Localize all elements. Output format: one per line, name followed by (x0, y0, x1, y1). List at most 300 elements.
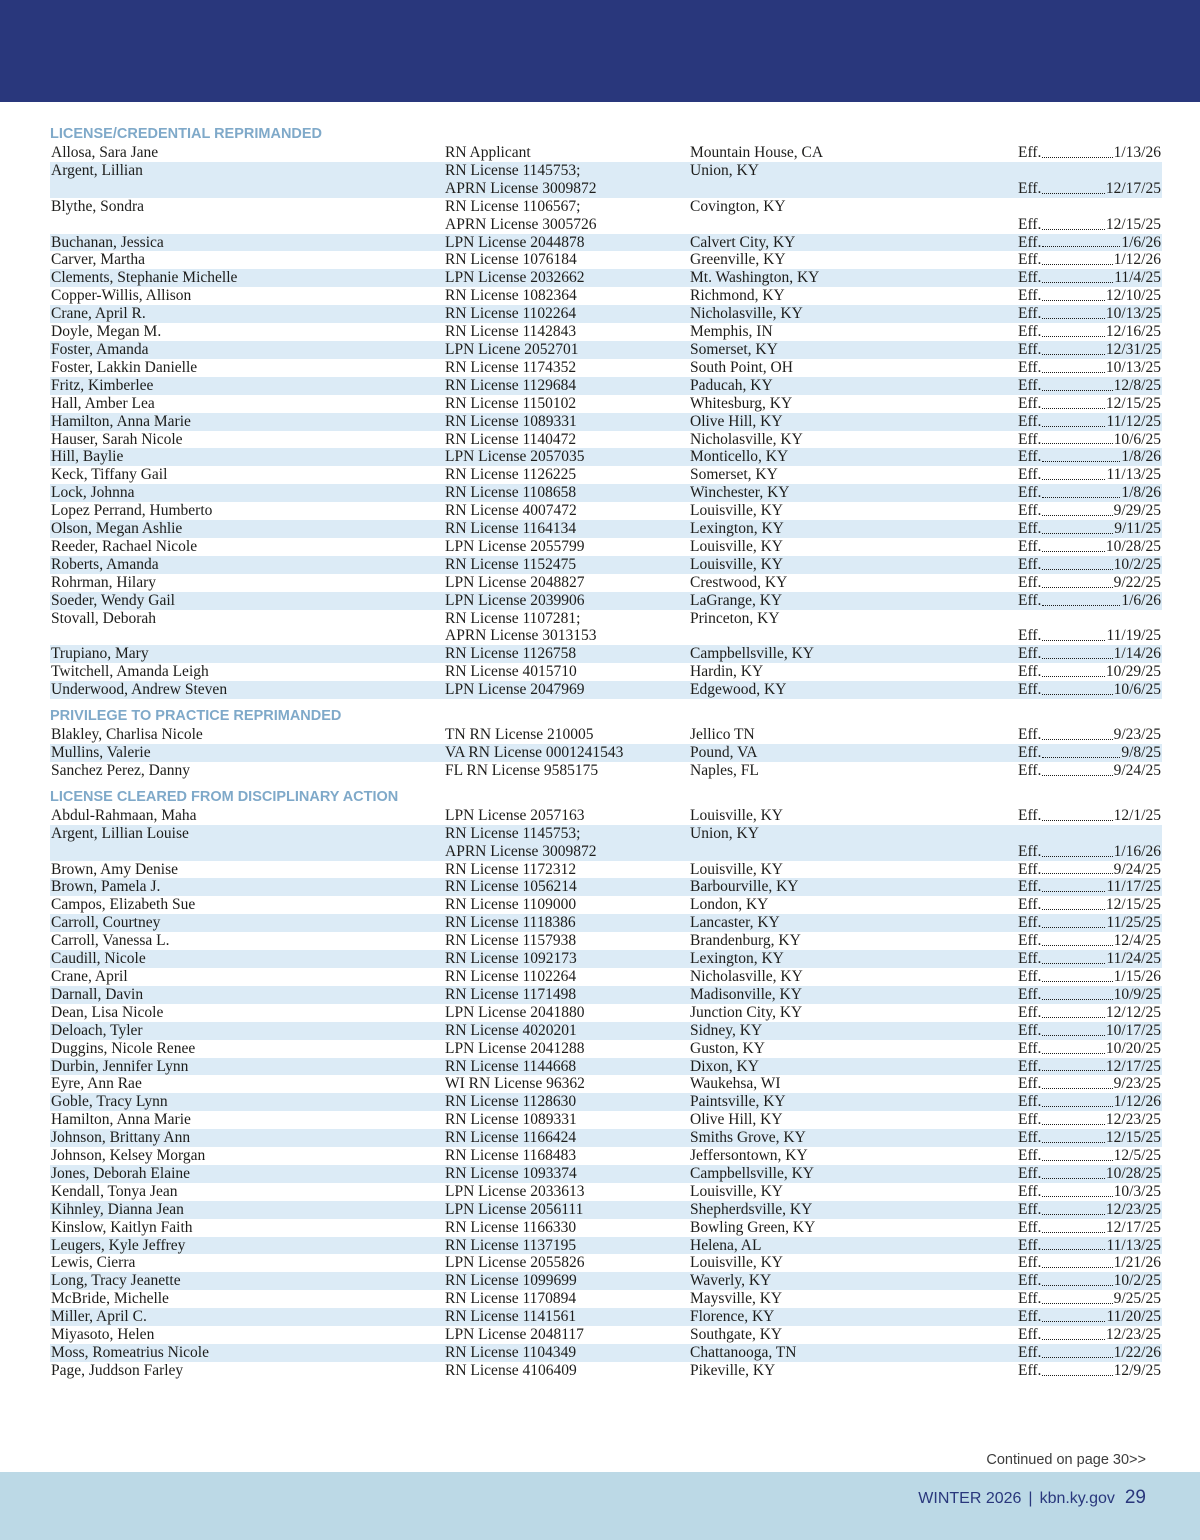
license-line: RN License 1140472 (445, 430, 577, 448)
effective-cell (1018, 1219, 1162, 1237)
effective-cell (1018, 1362, 1162, 1380)
eff-label: Eff. (1018, 1361, 1042, 1379)
continued-note: Continued on page 30>> (986, 1452, 1146, 1468)
table-row (50, 1237, 1162, 1255)
dot-leader (1042, 246, 1120, 247)
city-cell: Mt. Washington, KY (690, 269, 820, 287)
name-cell: Carroll, Courtney (51, 914, 161, 932)
license-line: RN License 4015710 (445, 663, 577, 681)
effective-date: 10/28/25 (1105, 1164, 1161, 1182)
city-cell: Jeffersontown, KY (690, 1147, 808, 1165)
effective-date: 1/8/26 (1121, 484, 1161, 502)
eff-label: Eff. (1018, 269, 1042, 287)
effective-cell (1018, 484, 1162, 502)
city-cell: Lexington, KY (690, 950, 784, 968)
effective-date: 1/14/26 (1113, 645, 1161, 663)
effective-date: 12/15/25 (1105, 215, 1161, 233)
name-cell: Kendall, Tonya Jean (51, 1182, 178, 1200)
table-row (50, 413, 1162, 431)
city-cell: Greenville, KY (690, 251, 786, 269)
effective-cell (1018, 610, 1162, 646)
eff-label: Eff. (1018, 1200, 1042, 1218)
name-cell: Lock, Johnna (51, 484, 135, 502)
license-cell (445, 1219, 690, 1237)
eff-label: Eff. (1018, 744, 1042, 761)
license-cell (445, 162, 690, 198)
name-cell: Eyre, Ann Rae (51, 1075, 142, 1093)
name-cell: Foster, Lakkin Danielle (51, 358, 198, 376)
name-cell: Blythe, Sondra (51, 197, 144, 215)
section-heading: PRIVILEGE TO PRACTICE REPRIMANDED (50, 708, 342, 725)
dot-leader (1042, 1375, 1112, 1376)
city-cell: Crestwood, KY (690, 573, 788, 591)
license-line: LPN License 2057035 (445, 448, 585, 466)
effective-date: 12/23/25 (1105, 1326, 1161, 1344)
license-line: RN License 1109000 (445, 896, 577, 914)
table-row (50, 663, 1162, 681)
city-cell: Somerset, KY (690, 340, 778, 358)
issue-label: WINTER 2026 (918, 1490, 1022, 1507)
effective-date: 10/20/25 (1105, 1039, 1161, 1057)
eff-label: Eff. (1018, 645, 1042, 663)
eff-label: Eff. (1018, 761, 1042, 779)
city-cell: Whitesburg, KY (690, 394, 793, 412)
table-row (50, 1183, 1162, 1201)
dot-leader (1042, 443, 1112, 444)
table-row (50, 1326, 1162, 1344)
dot-leader (1042, 873, 1112, 874)
city-cell: Nicholasville, KY (690, 967, 803, 985)
effective-date: 9/24/25 (1113, 761, 1161, 779)
table-row (50, 1111, 1162, 1129)
license-line: APRN License 3009872 (445, 842, 597, 860)
eff-label: Eff. (1018, 663, 1042, 681)
effective-cell (1018, 744, 1162, 762)
name-cell: Carroll, Vanessa L. (51, 932, 170, 950)
license-cell (445, 538, 690, 556)
dot-leader (1042, 757, 1120, 758)
name-cell: Hamilton, Anna Marie (51, 412, 191, 430)
table-row (50, 1344, 1162, 1362)
website-link[interactable]: kbn.ky.gov (1039, 1490, 1115, 1507)
city-cell: Southgate, KY (690, 1326, 783, 1344)
effective-cell (1018, 968, 1162, 986)
table-row (50, 162, 1162, 198)
license-cell (445, 1058, 690, 1076)
table-row (50, 1308, 1162, 1326)
license-line: LPN License 2055799 (445, 537, 585, 555)
name-cell: Sanchez Perez, Danny (51, 761, 191, 779)
eff-label: Eff. (1018, 573, 1042, 591)
disciplinary-actions-list (50, 125, 1162, 1388)
license-cell (445, 1237, 690, 1255)
dot-leader (1042, 640, 1105, 641)
effective-date: 11/25/25 (1106, 914, 1161, 932)
dot-leader (1042, 1088, 1112, 1089)
eff-label: Eff. (1018, 1093, 1042, 1111)
license-line: LPN License 2041880 (445, 1003, 585, 1021)
license-cell (445, 251, 690, 269)
name-cell: Duggins, Nicole Renee (51, 1039, 196, 1057)
license-cell (445, 1165, 690, 1183)
license-line: RN License 1170894 (445, 1290, 577, 1308)
effective-cell (1018, 359, 1162, 377)
effective-date: 11/24/25 (1106, 950, 1161, 968)
table-row (50, 986, 1162, 1004)
license-line: RN License 1099699 (445, 1272, 577, 1290)
table-row (50, 1147, 1162, 1165)
eff-label: Eff. (1018, 681, 1042, 699)
eff-label: Eff. (1018, 502, 1042, 520)
license-cell (445, 950, 690, 968)
city-cell: Sidney, KY (690, 1021, 763, 1039)
section-0 (50, 125, 1162, 699)
effective-cell (1018, 950, 1162, 968)
table-row (50, 1129, 1162, 1147)
eff-label: Eff. (1018, 1290, 1042, 1308)
effective-cell (1018, 1147, 1162, 1165)
effective-date: 9/8/25 (1121, 744, 1161, 761)
effective-date: 12/9/25 (1113, 1361, 1161, 1379)
city-cell: Union, KY (690, 161, 759, 179)
effective-cell (1018, 538, 1162, 556)
license-line: RN License 1145753; (445, 161, 581, 179)
license-line: RN License 1106567; (445, 197, 581, 215)
effective-cell (1018, 574, 1162, 592)
effective-date: 12/31/25 (1105, 340, 1161, 358)
dot-leader (1042, 282, 1113, 283)
eff-label: Eff. (1018, 555, 1042, 573)
effective-cell (1018, 1040, 1162, 1058)
effective-cell (1018, 1201, 1162, 1219)
city-cell: Chattanooga, TN (690, 1344, 797, 1361)
license-cell (445, 1308, 690, 1326)
effective-cell (1018, 592, 1162, 610)
license-line: RN License 1157938 (445, 932, 577, 950)
license-line: RN License 1150102 (445, 394, 577, 412)
dot-leader (1042, 1357, 1112, 1358)
page-number: 29 (1124, 1487, 1146, 1508)
city-cell: Covington, KY (690, 197, 786, 215)
name-cell: Hill, Baylie (51, 448, 124, 466)
effective-date: 1/12/26 (1113, 251, 1161, 269)
city-cell: Smiths Grove, KY (690, 1129, 806, 1147)
city-cell: Princeton, KY (690, 609, 780, 627)
eff-label: Eff. (1018, 627, 1042, 645)
dot-leader (1042, 318, 1104, 319)
effective-date: 12/17/25 (1105, 179, 1161, 197)
effective-cell (1018, 395, 1162, 413)
table-row (50, 861, 1162, 879)
effective-cell (1018, 1111, 1162, 1129)
effective-date: 1/13/26 (1113, 144, 1161, 161)
table-row (50, 645, 1162, 663)
table-row (50, 484, 1162, 502)
license-cell (445, 1326, 690, 1344)
table-row (50, 762, 1162, 780)
effective-cell (1018, 1272, 1162, 1290)
dot-leader (1042, 1249, 1105, 1250)
city-cell: Union, KY (690, 824, 759, 842)
name-cell: Abdul-Rahmaan, Maha (51, 806, 197, 824)
name-cell: Miyasoto, Helen (51, 1326, 155, 1344)
city-cell: Olive Hill, KY (690, 412, 783, 430)
eff-label: Eff. (1018, 1164, 1042, 1182)
effective-date: 1/8/26 (1121, 448, 1161, 466)
dot-leader (1042, 569, 1112, 570)
effective-cell (1018, 861, 1162, 879)
city-cell: Louisville, KY (690, 537, 783, 555)
eff-label: Eff. (1018, 1254, 1042, 1272)
dot-leader (1042, 1160, 1112, 1161)
license-cell (445, 645, 690, 663)
license-cell (445, 466, 690, 484)
dot-leader (1042, 229, 1104, 230)
license-line: RN License 1089331 (445, 412, 577, 430)
name-cell: Brown, Amy Denise (51, 860, 179, 878)
eff-label: Eff. (1018, 412, 1042, 430)
city-cell: Pound, VA (690, 744, 758, 761)
name-cell: Rohrman, Hilary (51, 573, 157, 591)
eff-label: Eff. (1018, 376, 1042, 394)
effective-cell (1018, 251, 1162, 269)
page-footer (0, 1472, 1200, 1540)
license-cell (445, 144, 690, 162)
license-line: LPN License 2044878 (445, 233, 585, 251)
license-cell (445, 234, 690, 252)
eff-label: Eff. (1018, 144, 1042, 161)
dot-leader (1042, 945, 1112, 946)
dot-leader (1042, 336, 1104, 337)
eff-label: Eff. (1018, 1272, 1042, 1290)
license-cell (445, 1254, 690, 1272)
table-row (50, 1254, 1162, 1272)
eff-label: Eff. (1018, 914, 1042, 932)
city-cell: Waverly, KY (690, 1272, 772, 1290)
dot-leader (1042, 775, 1112, 776)
eff-label: Eff. (1018, 305, 1042, 323)
name-cell: Johnson, Kelsey Morgan (51, 1147, 206, 1165)
name-cell: Hamilton, Anna Marie (51, 1111, 191, 1129)
city-cell: Maysville, KY (690, 1290, 783, 1308)
name-cell: Fritz, Kimberlee (51, 376, 154, 394)
name-cell: Page, Juddson Farley (51, 1361, 184, 1379)
eff-label: Eff. (1018, 896, 1042, 914)
effective-date: 1/21/26 (1113, 1254, 1161, 1272)
effective-date: 10/3/25 (1113, 1182, 1161, 1200)
name-cell: Stovall, Deborah (51, 609, 157, 627)
name-cell: Copper-Willis, Allison (51, 287, 192, 305)
license-line: RN License 1164134 (445, 520, 577, 538)
license-line: LPN License 2056111 (445, 1200, 584, 1218)
license-line: APRN License 3005726 (445, 215, 597, 233)
effective-date: 1/6/26 (1121, 591, 1161, 609)
eff-label: Eff. (1018, 448, 1042, 466)
effective-cell (1018, 1165, 1162, 1183)
license-cell (445, 502, 690, 520)
dot-leader (1042, 587, 1112, 588)
table-row (50, 395, 1162, 413)
license-line: RN License 1129684 (445, 376, 577, 394)
license-line: LPN License 2048117 (445, 1326, 584, 1344)
license-cell (445, 914, 690, 932)
table-row (50, 807, 1162, 825)
city-cell: Barbourville, KY (690, 878, 799, 896)
license-cell (445, 341, 690, 359)
effective-date: 12/15/25 (1105, 1129, 1161, 1147)
dot-leader (1042, 1232, 1104, 1233)
license-cell (445, 484, 690, 502)
name-cell: Jones, Deborah Elaine (51, 1164, 191, 1182)
license-cell (445, 1147, 690, 1165)
effective-date: 12/12/25 (1105, 1003, 1161, 1021)
city-cell: Campbellsville, KY (690, 645, 814, 663)
dot-leader (1042, 1285, 1112, 1286)
effective-cell (1018, 466, 1162, 484)
table-row (50, 1201, 1162, 1219)
license-line: RN License 1172312 (445, 860, 577, 878)
dot-leader (1042, 1339, 1104, 1340)
dot-leader (1042, 739, 1112, 740)
license-line: RN License 1171498 (445, 985, 577, 1003)
license-cell (445, 986, 690, 1004)
effective-date: 1/12/26 (1113, 1093, 1161, 1111)
city-cell: LaGrange, KY (690, 591, 783, 609)
license-line: RN License 4106409 (445, 1361, 577, 1379)
name-cell: Caudill, Nicole (51, 950, 146, 968)
city-cell: Calvert City, KY (690, 233, 796, 251)
license-line: RN License 1104349 (445, 1344, 577, 1361)
table-row (50, 1219, 1162, 1237)
eff-label: Eff. (1018, 985, 1042, 1003)
license-line: RN License 1144668 (445, 1057, 577, 1075)
license-line: RN License 1089331 (445, 1111, 577, 1129)
table-row (50, 466, 1162, 484)
dot-leader (1042, 658, 1112, 659)
effective-date: 10/2/25 (1113, 555, 1161, 573)
name-cell: Carver, Martha (51, 251, 146, 269)
license-cell (445, 681, 690, 699)
name-cell: Campos, Elizabeth Sue (51, 896, 196, 914)
license-line: RN License 1093374 (445, 1164, 577, 1182)
effective-date: 11/17/25 (1106, 878, 1161, 896)
eff-label: Eff. (1018, 251, 1042, 269)
city-cell: South Point, OH (690, 358, 793, 376)
license-cell (445, 825, 690, 861)
eff-label: Eff. (1018, 1075, 1042, 1093)
dot-leader (1042, 1303, 1112, 1304)
dot-leader (1042, 1017, 1104, 1018)
city-cell: Junction City, KY (690, 1003, 803, 1021)
city-cell: Shepherdsville, KY (690, 1200, 813, 1218)
eff-label: Eff. (1018, 1129, 1042, 1147)
license-cell (445, 1183, 690, 1201)
table-row (50, 1272, 1162, 1290)
footer-text (918, 1487, 1146, 1509)
effective-date: 9/22/25 (1113, 573, 1161, 591)
effective-cell (1018, 807, 1162, 825)
table-row (50, 932, 1162, 950)
eff-label: Eff. (1018, 233, 1042, 251)
dot-leader (1042, 497, 1120, 498)
eff-label: Eff. (1018, 1308, 1042, 1326)
effective-date: 10/6/25 (1113, 681, 1161, 699)
license-line: RN License 1168483 (445, 1147, 577, 1165)
license-line: RN License 1092173 (445, 950, 577, 968)
effective-date: 12/15/25 (1105, 394, 1161, 412)
license-cell (445, 1040, 690, 1058)
effective-date: 10/9/25 (1113, 985, 1161, 1003)
table-row (50, 950, 1162, 968)
effective-date: 11/4/25 (1114, 269, 1161, 287)
effective-cell (1018, 520, 1162, 538)
effective-cell (1018, 1308, 1162, 1326)
effective-cell (1018, 1075, 1162, 1093)
name-cell: Mullins, Valerie (51, 744, 151, 761)
eff-label: Eff. (1018, 1021, 1042, 1039)
city-cell: Louisville, KY (690, 1182, 783, 1200)
city-cell: Jellico TN (690, 726, 755, 744)
city-cell: Winchester, KY (690, 484, 790, 502)
table-row (50, 744, 1162, 762)
license-line: RN License 1145753; (445, 824, 581, 842)
city-cell: Hardin, KY (690, 663, 764, 681)
dot-leader (1042, 157, 1112, 158)
license-cell (445, 1272, 690, 1290)
effective-date: 11/12/25 (1106, 412, 1161, 430)
eff-label: Eff. (1018, 1218, 1042, 1236)
name-cell: McBride, Michelle (51, 1290, 169, 1308)
dot-leader (1042, 909, 1104, 910)
city-cell: Guston, KY (690, 1039, 765, 1057)
table-row (50, 878, 1162, 896)
effective-cell (1018, 198, 1162, 234)
name-cell: Crane, April (51, 967, 128, 985)
license-line: FL RN License 9585175 (445, 761, 599, 779)
eff-label: Eff. (1018, 950, 1042, 968)
name-cell: Long, Tracy Jeanette (51, 1272, 181, 1290)
effective-cell (1018, 144, 1162, 162)
license-line: RN License 1126758 (445, 645, 577, 663)
table-row (50, 1075, 1162, 1093)
table-row (50, 341, 1162, 359)
license-line: LPN License 2033613 (445, 1182, 585, 1200)
license-cell (445, 1111, 690, 1129)
eff-label: Eff. (1018, 1057, 1042, 1075)
license-cell (445, 395, 690, 413)
effective-date: 12/16/25 (1105, 323, 1161, 341)
name-cell: Darnall, Davin (51, 985, 144, 1003)
table-row (50, 359, 1162, 377)
table-row (50, 234, 1162, 252)
table-row (50, 610, 1162, 646)
section-heading: LICENSE CLEARED FROM DISCIPLINARY ACTION (50, 788, 399, 805)
city-cell: Memphis, IN (690, 323, 773, 341)
city-cell: Monticello, KY (690, 448, 789, 466)
eff-label: Eff. (1018, 806, 1042, 824)
license-cell (445, 520, 690, 538)
city-cell: Louisville, KY (690, 1254, 783, 1272)
name-cell: Underwood, Andrew Steven (51, 681, 228, 699)
city-cell: Paducah, KY (690, 376, 773, 394)
city-cell: Lancaster, KY (690, 914, 780, 932)
name-cell: Kinslow, Kaitlyn Faith (51, 1218, 193, 1236)
license-line: LPN License 2039906 (445, 591, 585, 609)
table-row (50, 556, 1162, 574)
name-cell: Roberts, Amanda (51, 555, 159, 573)
license-cell (445, 726, 690, 744)
name-cell: Moss, Romeatrius Nicole (51, 1344, 209, 1361)
